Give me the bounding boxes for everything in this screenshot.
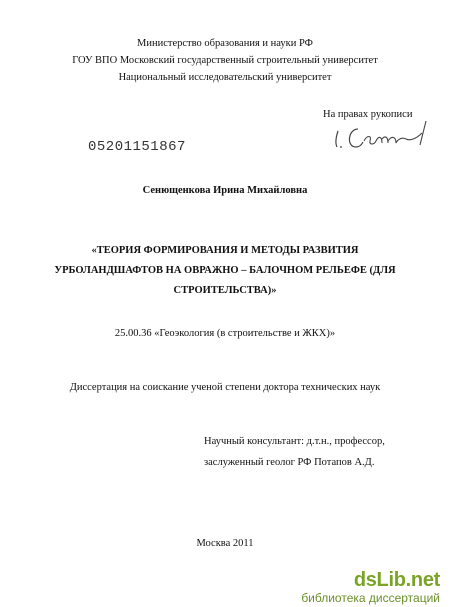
specialty-line: 25.00.36 «Геоэкология (в строительстве и ЖКХ)» bbox=[114, 328, 336, 339]
advisor-line-2: заслуженный геолог РФ Потапов А.Д. bbox=[204, 457, 375, 468]
watermark-logo: dsLib.net bbox=[353, 569, 440, 591]
title-line: «ТЕОРИЯ ФОРМИРОВАНИЯ И МЕТОДЫ РАЗВИТИЯ bbox=[91, 245, 359, 256]
national-university-line: Национальный исследовательский университет bbox=[118, 72, 332, 83]
title-line: СТРОИТЕЛЬСТВА)» bbox=[173, 285, 277, 296]
title-line: УРБОЛАНДШАФТОВ НА ОВРАЖНО – БАЛОЧНОМ РЕЛЬЕФЕ (ДЛЯ bbox=[54, 265, 396, 276]
ministry-line: Министерство образования и науки РФ bbox=[137, 38, 313, 49]
author-name: Сенющенкова Ирина Михайловна bbox=[142, 185, 308, 196]
advisor-line-1: Научный консультант: д.т.н., профессор, bbox=[204, 436, 385, 447]
watermark-subtitle: библиотека диссертаций bbox=[301, 591, 440, 605]
registration-code: 05201151867 bbox=[88, 139, 186, 155]
degree-line: Диссертация на соискание ученой степени доктора технических наук bbox=[69, 382, 381, 393]
watermark bbox=[301, 570, 440, 605]
dissertation-title bbox=[40, 241, 410, 301]
rights-label: На правах рукописи bbox=[323, 109, 413, 120]
handwritten-signature bbox=[330, 117, 445, 153]
university-line: ГОУ ВПО Московский государственный строительный университет bbox=[72, 55, 378, 66]
place-year: Москва 2011 bbox=[196, 538, 254, 549]
